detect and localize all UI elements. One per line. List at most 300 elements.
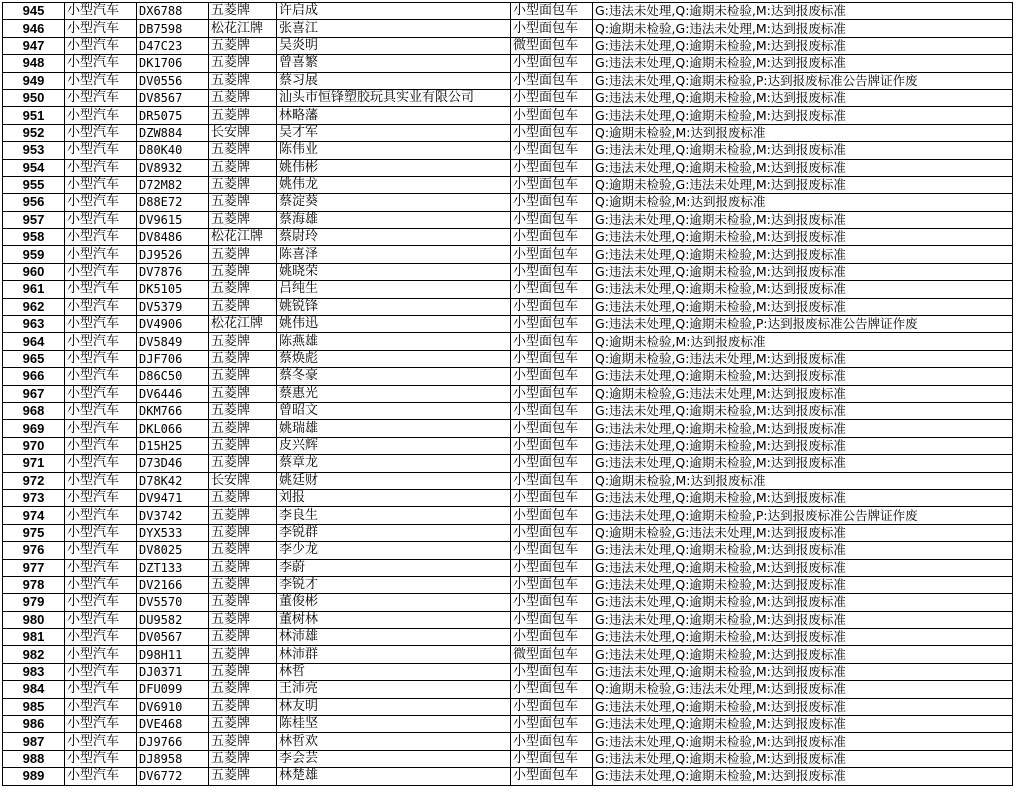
table-row	[3, 350, 1013, 367]
vehicle-category-cell: 小型汽车	[65, 142, 137, 159]
table-row	[3, 298, 1013, 315]
table-row	[3, 368, 1013, 385]
table-row	[3, 55, 1013, 72]
table-row	[3, 37, 1013, 54]
vehicle-category-cell: 小型汽车	[65, 594, 137, 611]
brand-cell: 五菱牌	[209, 559, 277, 576]
brand-cell: 五菱牌	[209, 107, 277, 124]
vehicle-type-cell: 小型面包车	[511, 594, 593, 611]
table-row	[3, 211, 1013, 228]
status-reason-cell: G:违法未处理,Q:逾期未检验,M:达到报废标准	[593, 55, 1013, 72]
status-reason-cell: G:违法未处理,Q:逾期未检验,M:达到报废标准	[593, 611, 1013, 628]
brand-cell: 五菱牌	[209, 698, 277, 715]
status-reason-cell: G:违法未处理,Q:逾期未检验,M:达到报废标准	[593, 298, 1013, 315]
vehicle-category-cell: 小型汽车	[65, 298, 137, 315]
owner-name-cell: 陈燕雄	[277, 333, 511, 350]
plate-number-cell: DK5105	[137, 281, 209, 298]
owner-name-cell: 陈桂坚	[277, 716, 511, 733]
table-row	[3, 489, 1013, 506]
brand-cell: 五菱牌	[209, 420, 277, 437]
vehicle-type-cell: 小型面包车	[511, 350, 593, 367]
plate-number-cell: DK1706	[137, 55, 209, 72]
plate-number-cell: DV6910	[137, 698, 209, 715]
table-row	[3, 246, 1013, 263]
vehicle-type-cell: 小型面包车	[511, 611, 593, 628]
table-row	[3, 124, 1013, 141]
table-row	[3, 542, 1013, 559]
vehicle-type-cell: 小型面包车	[511, 472, 593, 489]
status-reason-cell: G:违法未处理,Q:逾期未检验,M:达到报废标准	[593, 263, 1013, 280]
plate-number-cell: DV7876	[137, 263, 209, 280]
brand-cell: 五菱牌	[209, 611, 277, 628]
row-number: 984	[3, 681, 65, 698]
plate-number-cell: DU9582	[137, 611, 209, 628]
row-number: 977	[3, 559, 65, 576]
row-number: 958	[3, 229, 65, 246]
owner-name-cell: 董俊彬	[277, 594, 511, 611]
brand-cell: 五菱牌	[209, 733, 277, 750]
owner-name-cell: 姚晓荣	[277, 263, 511, 280]
status-reason-cell: G:违法未处理,Q:逾期未检验,M:达到报废标准	[593, 576, 1013, 593]
table-row	[3, 716, 1013, 733]
brand-cell: 五菱牌	[209, 507, 277, 524]
brand-cell: 五菱牌	[209, 194, 277, 211]
status-reason-cell: G:违法未处理,Q:逾期未检验,M:达到报废标准	[593, 211, 1013, 228]
row-number: 967	[3, 385, 65, 402]
vehicle-type-cell: 小型面包车	[511, 333, 593, 350]
plate-number-cell: DB7598	[137, 20, 209, 37]
owner-name-cell: 姚伟迅	[277, 316, 511, 333]
vehicle-type-cell: 小型面包车	[511, 402, 593, 419]
plate-number-cell: DV9471	[137, 489, 209, 506]
vehicle-category-cell: 小型汽车	[65, 472, 137, 489]
row-number: 979	[3, 594, 65, 611]
table-row	[3, 437, 1013, 454]
row-number: 989	[3, 768, 65, 785]
vehicle-category-cell: 小型汽车	[65, 55, 137, 72]
vehicle-type-cell: 小型面包车	[511, 263, 593, 280]
brand-cell: 长安牌	[209, 472, 277, 489]
table-row	[3, 229, 1013, 246]
vehicle-type-cell: 小型面包车	[511, 211, 593, 228]
vehicle-type-cell: 小型面包车	[511, 385, 593, 402]
plate-number-cell: DKL066	[137, 420, 209, 437]
owner-name-cell: 蔡焕彪	[277, 350, 511, 367]
vehicle-category-cell: 小型汽车	[65, 420, 137, 437]
plate-number-cell: DV8567	[137, 89, 209, 106]
table-row	[3, 559, 1013, 576]
row-number: 983	[3, 663, 65, 680]
table-row	[3, 420, 1013, 437]
plate-number-cell: DKM766	[137, 402, 209, 419]
owner-name-cell: 姚廷财	[277, 472, 511, 489]
owner-name-cell: 李锐才	[277, 576, 511, 593]
vehicle-type-cell: 小型面包车	[511, 142, 593, 159]
row-number: 946	[3, 20, 65, 37]
vehicle-category-cell: 小型汽车	[65, 316, 137, 333]
status-reason-cell: G:违法未处理,Q:逾期未检验,M:达到报废标准	[593, 629, 1013, 646]
vehicle-type-cell: 小型面包车	[511, 194, 593, 211]
table-row	[3, 107, 1013, 124]
vehicle-type-cell: 小型面包车	[511, 559, 593, 576]
vehicle-category-cell: 小型汽车	[65, 733, 137, 750]
plate-number-cell: DV8025	[137, 542, 209, 559]
brand-cell: 松花江牌	[209, 316, 277, 333]
plate-number-cell: D47C23	[137, 37, 209, 54]
owner-name-cell: 蔡习展	[277, 72, 511, 89]
row-number: 959	[3, 246, 65, 263]
plate-number-cell: D98H11	[137, 646, 209, 663]
status-reason-cell: G:违法未处理,Q:逾期未检验,P:达到报废标准公告牌证作废	[593, 316, 1013, 333]
vehicle-type-cell: 小型面包车	[511, 716, 593, 733]
status-reason-cell: G:违法未处理,Q:逾期未检验,M:达到报废标准	[593, 646, 1013, 663]
status-reason-cell: G:违法未处理,Q:逾期未检验,M:达到报废标准	[593, 402, 1013, 419]
table-row	[3, 472, 1013, 489]
status-reason-cell: Q:逾期未检验,G:违法未处理,M:达到报废标准	[593, 681, 1013, 698]
status-reason-cell: Q:逾期未检验,M:达到报废标准	[593, 194, 1013, 211]
brand-cell: 松花江牌	[209, 20, 277, 37]
row-number: 987	[3, 733, 65, 750]
vehicle-type-cell: 小型面包车	[511, 507, 593, 524]
brand-cell: 五菱牌	[209, 333, 277, 350]
row-number: 972	[3, 472, 65, 489]
brand-cell: 五菱牌	[209, 72, 277, 89]
vehicle-type-cell: 小型面包车	[511, 437, 593, 454]
owner-name-cell: 蔡淀葵	[277, 194, 511, 211]
vehicle-type-cell: 小型面包车	[511, 159, 593, 176]
brand-cell: 五菱牌	[209, 211, 277, 228]
row-number: 950	[3, 89, 65, 106]
brand-cell: 五菱牌	[209, 629, 277, 646]
row-number: 954	[3, 159, 65, 176]
status-reason-cell: G:违法未处理,Q:逾期未检验,M:达到报废标准	[593, 733, 1013, 750]
plate-number-cell: D15H25	[137, 437, 209, 454]
row-number: 978	[3, 576, 65, 593]
status-reason-cell: G:违法未处理,Q:逾期未检验,M:达到报废标准	[593, 437, 1013, 454]
brand-cell: 五菱牌	[209, 576, 277, 593]
vehicle-category-cell: 小型汽车	[65, 629, 137, 646]
owner-name-cell: 蔡冬豪	[277, 368, 511, 385]
brand-cell: 五菱牌	[209, 524, 277, 541]
table-row	[3, 594, 1013, 611]
status-reason-cell: G:违法未处理,Q:逾期未检验,M:达到报废标准	[593, 159, 1013, 176]
owner-name-cell: 陈伟业	[277, 142, 511, 159]
brand-cell: 五菱牌	[209, 176, 277, 193]
owner-name-cell: 李少龙	[277, 542, 511, 559]
brand-cell: 五菱牌	[209, 298, 277, 315]
status-reason-cell: G:违法未处理,Q:逾期未检验,M:达到报废标准	[593, 229, 1013, 246]
brand-cell: 五菱牌	[209, 55, 277, 72]
vehicle-type-cell: 小型面包车	[511, 733, 593, 750]
plate-number-cell: DV4906	[137, 316, 209, 333]
brand-cell: 五菱牌	[209, 489, 277, 506]
row-number: 982	[3, 646, 65, 663]
vehicle-type-cell: 小型面包车	[511, 698, 593, 715]
plate-number-cell: DJ9526	[137, 246, 209, 263]
status-reason-cell: G:违法未处理,Q:逾期未检验,M:达到报废标准	[593, 750, 1013, 767]
table-row	[3, 159, 1013, 176]
row-number: 948	[3, 55, 65, 72]
vehicle-category-cell: 小型汽车	[65, 681, 137, 698]
vehicle-type-cell: 小型面包车	[511, 629, 593, 646]
plate-number-cell: DZW884	[137, 124, 209, 141]
plate-number-cell: DV6772	[137, 768, 209, 785]
vehicle-type-cell: 小型面包车	[511, 3, 593, 20]
vehicle-type-cell: 小型面包车	[511, 246, 593, 263]
vehicle-category-cell: 小型汽车	[65, 37, 137, 54]
plate-number-cell: DJ9766	[137, 733, 209, 750]
status-reason-cell: G:违法未处理,Q:逾期未检验,M:达到报废标准	[593, 489, 1013, 506]
owner-name-cell: 林哲欢	[277, 733, 511, 750]
brand-cell: 五菱牌	[209, 768, 277, 785]
vehicle-category-cell: 小型汽车	[65, 194, 137, 211]
row-number: 969	[3, 420, 65, 437]
status-reason-cell: G:违法未处理,Q:逾期未检验,M:达到报废标准	[593, 559, 1013, 576]
table-row	[3, 507, 1013, 524]
owner-name-cell: 蔡章龙	[277, 455, 511, 472]
vehicle-category-cell: 小型汽车	[65, 211, 137, 228]
table-row	[3, 402, 1013, 419]
vehicle-category-cell: 小型汽车	[65, 263, 137, 280]
owner-name-cell: 王沛亮	[277, 681, 511, 698]
vehicle-type-cell: 小型面包车	[511, 663, 593, 680]
plate-number-cell: DV5849	[137, 333, 209, 350]
plate-number-cell: DV3742	[137, 507, 209, 524]
row-number: 949	[3, 72, 65, 89]
row-number: 961	[3, 281, 65, 298]
brand-cell: 五菱牌	[209, 159, 277, 176]
brand-cell: 五菱牌	[209, 37, 277, 54]
row-number: 952	[3, 124, 65, 141]
row-number: 980	[3, 611, 65, 628]
plate-number-cell: DZT133	[137, 559, 209, 576]
owner-name-cell: 吕纯生	[277, 281, 511, 298]
vehicle-category-cell: 小型汽车	[65, 646, 137, 663]
plate-number-cell: D88E72	[137, 194, 209, 211]
brand-cell: 五菱牌	[209, 3, 277, 20]
row-number: 970	[3, 437, 65, 454]
brand-cell: 五菱牌	[209, 246, 277, 263]
owner-name-cell: 曾昭文	[277, 402, 511, 419]
owner-name-cell: 林楚雄	[277, 768, 511, 785]
row-number: 981	[3, 629, 65, 646]
owner-name-cell: 李锐群	[277, 524, 511, 541]
row-number: 973	[3, 489, 65, 506]
plate-number-cell: DYX533	[137, 524, 209, 541]
vehicle-type-cell: 小型面包车	[511, 542, 593, 559]
brand-cell: 五菱牌	[209, 455, 277, 472]
status-reason-cell: Q:逾期未检验,M:达到报废标准	[593, 333, 1013, 350]
brand-cell: 五菱牌	[209, 281, 277, 298]
row-number: 964	[3, 333, 65, 350]
vehicle-category-cell: 小型汽车	[65, 89, 137, 106]
status-reason-cell: G:违法未处理,Q:逾期未检验,M:达到报废标准	[593, 89, 1013, 106]
vehicle-type-cell: 小型面包车	[511, 681, 593, 698]
brand-cell: 五菱牌	[209, 368, 277, 385]
table-row	[3, 142, 1013, 159]
table-row	[3, 385, 1013, 402]
table-row	[3, 663, 1013, 680]
owner-name-cell: 姚伟龙	[277, 176, 511, 193]
plate-number-cell: D72M82	[137, 176, 209, 193]
vehicle-category-cell: 小型汽车	[65, 3, 137, 20]
table-row	[3, 750, 1013, 767]
plate-number-cell: DJ8958	[137, 750, 209, 767]
row-number: 985	[3, 698, 65, 715]
brand-cell: 松花江牌	[209, 229, 277, 246]
status-reason-cell: G:违法未处理,Q:逾期未检验,M:达到报废标准	[593, 37, 1013, 54]
vehicle-type-cell: 小型面包车	[511, 298, 593, 315]
status-reason-cell: G:违法未处理,Q:逾期未检验,M:达到报废标准	[593, 594, 1013, 611]
vehicle-category-cell: 小型汽车	[65, 542, 137, 559]
plate-number-cell: DVE468	[137, 716, 209, 733]
vehicle-table	[2, 2, 1013, 786]
vehicle-category-cell: 小型汽车	[65, 489, 137, 506]
plate-number-cell: DX6788	[137, 3, 209, 20]
plate-number-cell: DV5570	[137, 594, 209, 611]
owner-name-cell: 林友明	[277, 698, 511, 715]
owner-name-cell: 林沛雄	[277, 629, 511, 646]
owner-name-cell: 李蔚	[277, 559, 511, 576]
vehicle-category-cell: 小型汽车	[65, 124, 137, 141]
vehicle-category-cell: 小型汽车	[65, 524, 137, 541]
plate-number-cell: DFU099	[137, 681, 209, 698]
table-row	[3, 733, 1013, 750]
status-reason-cell: G:违法未处理,Q:逾期未检验,P:达到报废标准公告牌证作废	[593, 507, 1013, 524]
table-row	[3, 263, 1013, 280]
brand-cell: 五菱牌	[209, 663, 277, 680]
status-reason-cell: Q:逾期未检验,G:违法未处理,M:达到报废标准	[593, 385, 1013, 402]
plate-number-cell: DV8932	[137, 159, 209, 176]
table-row	[3, 611, 1013, 628]
vehicle-category-cell: 小型汽车	[65, 246, 137, 263]
table-row	[3, 281, 1013, 298]
status-reason-cell: Q:逾期未检验,M:达到报废标准	[593, 124, 1013, 141]
owner-name-cell: 曾喜繁	[277, 55, 511, 72]
vehicle-category-cell: 小型汽车	[65, 20, 137, 37]
status-reason-cell: Q:逾期未检验,G:违法未处理,M:达到报废标准	[593, 524, 1013, 541]
brand-cell: 五菱牌	[209, 646, 277, 663]
vehicle-type-cell: 小型面包车	[511, 72, 593, 89]
vehicle-type-cell: 小型面包车	[511, 176, 593, 193]
status-reason-cell: G:违法未处理,Q:逾期未检验,M:达到报废标准	[593, 698, 1013, 715]
table-row	[3, 194, 1013, 211]
owner-name-cell: 蔡尉玲	[277, 229, 511, 246]
plate-number-cell: DV9615	[137, 211, 209, 228]
vehicle-type-cell: 小型面包车	[511, 420, 593, 437]
owner-name-cell: 董树林	[277, 611, 511, 628]
owner-name-cell: 林略藩	[277, 107, 511, 124]
table-row	[3, 20, 1013, 37]
row-number: 951	[3, 107, 65, 124]
owner-name-cell: 李会芸	[277, 750, 511, 767]
status-reason-cell: G:违法未处理,Q:逾期未检验,M:达到报废标准	[593, 542, 1013, 559]
owner-name-cell: 姚瑞雄	[277, 420, 511, 437]
vehicle-category-cell: 小型汽车	[65, 611, 137, 628]
row-number: 986	[3, 716, 65, 733]
row-number: 960	[3, 263, 65, 280]
status-reason-cell: Q:逾期未检验,M:达到报废标准	[593, 472, 1013, 489]
owner-name-cell: 汕头市恒锋塑胶玩具实业有限公司	[277, 89, 511, 106]
owner-name-cell: 姚锐锋	[277, 298, 511, 315]
table-row	[3, 3, 1013, 20]
vehicle-type-cell: 小型面包车	[511, 124, 593, 141]
vehicle-type-cell: 小型面包车	[511, 524, 593, 541]
brand-cell: 五菱牌	[209, 750, 277, 767]
table-row	[3, 333, 1013, 350]
vehicle-type-cell: 小型面包车	[511, 455, 593, 472]
vehicle-type-cell: 小型面包车	[511, 107, 593, 124]
plate-number-cell: DR5075	[137, 107, 209, 124]
row-number: 955	[3, 176, 65, 193]
row-number: 965	[3, 350, 65, 367]
plate-number-cell: DV0567	[137, 629, 209, 646]
vehicle-category-cell: 小型汽车	[65, 333, 137, 350]
status-reason-cell: G:违法未处理,Q:逾期未检验,M:达到报废标准	[593, 368, 1013, 385]
owner-name-cell: 皮兴辉	[277, 437, 511, 454]
row-number: 974	[3, 507, 65, 524]
vehicle-category-cell: 小型汽车	[65, 455, 137, 472]
vehicle-category-cell: 小型汽车	[65, 281, 137, 298]
owner-name-cell: 蔡海雄	[277, 211, 511, 228]
table-row	[3, 681, 1013, 698]
table-body	[3, 3, 1013, 786]
vehicle-type-cell: 小型面包车	[511, 55, 593, 72]
brand-cell: 五菱牌	[209, 437, 277, 454]
vehicle-category-cell: 小型汽车	[65, 176, 137, 193]
status-reason-cell: G:违法未处理,Q:逾期未检验,P:达到报废标准公告牌证作废	[593, 72, 1013, 89]
table-row	[3, 72, 1013, 89]
brand-cell: 五菱牌	[209, 350, 277, 367]
row-number: 988	[3, 750, 65, 767]
row-number: 975	[3, 524, 65, 541]
plate-number-cell: DJF706	[137, 350, 209, 367]
plate-number-cell: D80K40	[137, 142, 209, 159]
table-row	[3, 646, 1013, 663]
plate-number-cell: D73D46	[137, 455, 209, 472]
vehicle-type-cell: 微型面包车	[511, 646, 593, 663]
row-number: 966	[3, 368, 65, 385]
status-reason-cell: G:违法未处理,Q:逾期未检验,M:达到报废标准	[593, 455, 1013, 472]
vehicle-type-cell: 小型面包车	[511, 750, 593, 767]
vehicle-category-cell: 小型汽车	[65, 368, 137, 385]
row-number: 945	[3, 3, 65, 20]
status-reason-cell: G:违法未处理,Q:逾期未检验,M:达到报废标准	[593, 768, 1013, 785]
vehicle-category-cell: 小型汽车	[65, 437, 137, 454]
brand-cell: 五菱牌	[209, 402, 277, 419]
row-number: 957	[3, 211, 65, 228]
row-number: 956	[3, 194, 65, 211]
table-row	[3, 524, 1013, 541]
owner-name-cell: 蔡惠光	[277, 385, 511, 402]
status-reason-cell: G:违法未处理,Q:逾期未检验,M:达到报废标准	[593, 420, 1013, 437]
status-reason-cell: G:违法未处理,Q:逾期未检验,M:达到报废标准	[593, 3, 1013, 20]
row-number: 968	[3, 402, 65, 419]
plate-number-cell: DV0556	[137, 72, 209, 89]
vehicle-type-cell: 小型面包车	[511, 229, 593, 246]
vehicle-category-cell: 小型汽车	[65, 107, 137, 124]
vehicle-type-cell: 小型面包车	[511, 489, 593, 506]
brand-cell: 五菱牌	[209, 385, 277, 402]
vehicle-category-cell: 小型汽车	[65, 229, 137, 246]
brand-cell: 五菱牌	[209, 263, 277, 280]
status-reason-cell: G:违法未处理,Q:逾期未检验,M:达到报废标准	[593, 107, 1013, 124]
vehicle-category-cell: 小型汽车	[65, 576, 137, 593]
owner-name-cell: 李良生	[277, 507, 511, 524]
plate-number-cell: D86C50	[137, 368, 209, 385]
brand-cell: 五菱牌	[209, 542, 277, 559]
vehicle-type-cell: 微型面包车	[511, 37, 593, 54]
